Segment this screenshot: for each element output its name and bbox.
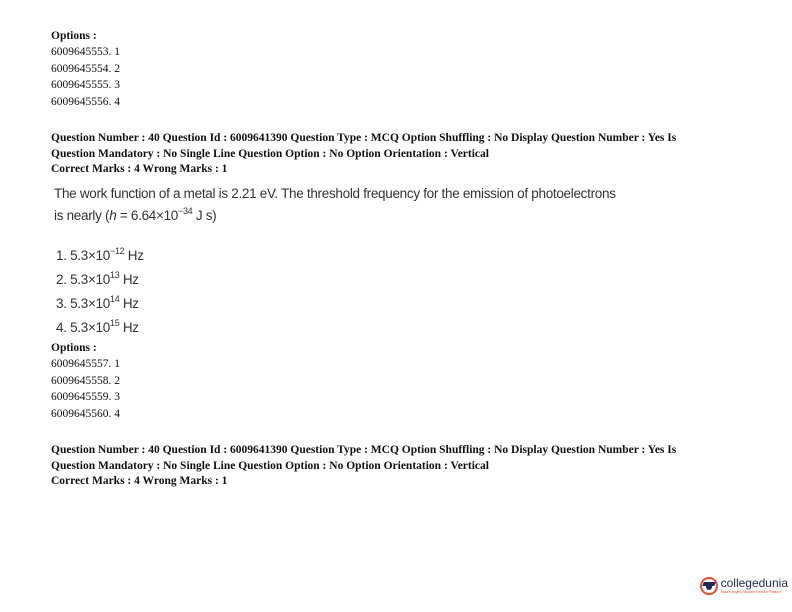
option-id: 6009645556. 4 (51, 95, 120, 108)
text-fragment: is nearly ( (54, 208, 110, 223)
question-meta-line: Question Number : 40 Question Id : 6009641390 Question Type : MCQ Option Shuffling : No Display Question Number : Yes Is (51, 444, 677, 456)
option-id: 6009645553. 1 (51, 46, 120, 58)
options-label: Options : (51, 30, 97, 42)
text-fragment: J s) (192, 208, 217, 223)
answer-choice-3 (56, 292, 144, 316)
choice-unit: Hz (124, 248, 144, 263)
question-text (54, 183, 616, 227)
watermark-tagline: India's largest Student Review Platform (720, 590, 782, 594)
text-fragment: = 6.64×10 (116, 208, 178, 223)
watermark-name: collegedunia (720, 576, 788, 590)
collegedunia-watermark (700, 572, 788, 600)
choice-unit: Hz (119, 272, 139, 287)
question-marks: Correct Marks : 4 Wrong Marks : 1 (51, 163, 228, 175)
question-meta-1 (51, 131, 731, 178)
option-id: 6009645557. 1 (51, 358, 120, 370)
options-block-1 (51, 29, 120, 110)
question-meta-line: Question Number : 40 Question Id : 6009641390 Question Type : MCQ Option Shuffling : No Display Question Number : Yes Is (51, 132, 677, 144)
choice-text: 2. 5.3×10 (56, 272, 110, 287)
choice-unit: Hz (119, 296, 139, 311)
exponent: −34 (178, 205, 193, 216)
exponent: 14 (109, 293, 120, 304)
question-meta-line: Question Mandatory : No Single Line Question Option : No Option Orientation : Vertical (51, 459, 489, 472)
option-id: 6009645554. 2 (51, 62, 120, 75)
choice-text: 3. 5.3×10 (56, 296, 110, 311)
options-label: Options : (51, 342, 97, 354)
question-marks: Correct Marks : 4 Wrong Marks : 1 (51, 475, 228, 487)
exponent: 13 (109, 269, 120, 280)
answer-choice-2 (56, 268, 144, 292)
watermark-brand (721, 577, 788, 595)
answer-choices (56, 244, 144, 340)
exponent: 15 (109, 317, 120, 328)
answer-choice-1 (56, 244, 144, 268)
question-text-line: The work function of a metal is 2.21 eV. The threshold frequency for the emission of photoelectrons (54, 186, 616, 201)
graduation-cap-icon (700, 577, 718, 595)
option-id: 6009645558. 2 (51, 374, 120, 387)
question-meta-2 (51, 443, 731, 490)
options-block-2 (51, 341, 120, 422)
option-id: 6009645559. 3 (51, 391, 120, 403)
answer-choice-4 (56, 316, 144, 340)
option-id: 6009645555. 3 (51, 79, 120, 91)
choice-text: 1. 5.3×10 (56, 248, 110, 263)
option-id: 6009645560. 4 (51, 407, 120, 420)
text-fragment: h (109, 208, 117, 223)
choice-text: 4. 5.3×10 (56, 320, 110, 335)
question-meta-line: Question Mandatory : No Single Line Question Option : No Option Orientation : Vertical (51, 147, 489, 160)
exponent: −12 (109, 245, 125, 256)
question-text-line (54, 205, 616, 227)
choice-unit: Hz (119, 320, 139, 335)
